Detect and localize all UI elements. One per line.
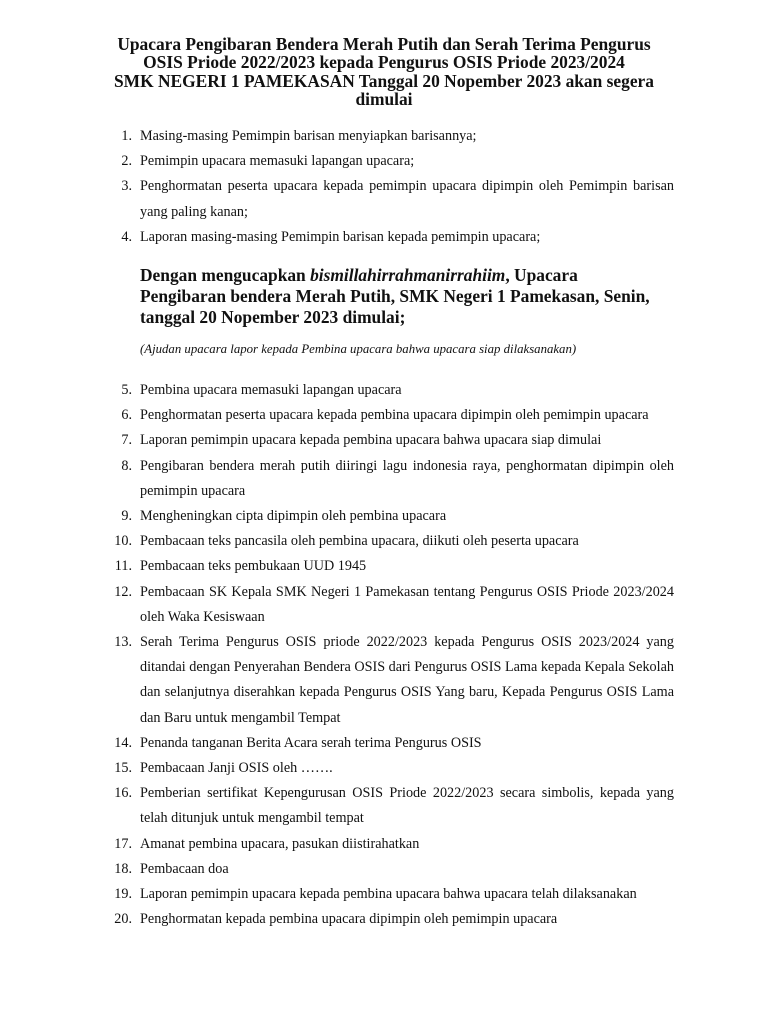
item-number: 14. <box>114 734 132 751</box>
list-item <box>0 554 768 579</box>
title-line: SMK NEGERI 1 PAMEKASAN Tanggal 20 Nopember 2023 akan segera <box>114 70 654 91</box>
list-item <box>0 529 768 554</box>
title-line: Upacara Pengibaran Bendera Merah Putih dan Serah Terima Pengurus <box>117 34 651 54</box>
item-number: 4. <box>121 228 132 245</box>
list-item <box>0 225 768 250</box>
item-number: 11. <box>114 558 132 575</box>
list-item <box>0 832 768 857</box>
statement-line: tanggal 20 Nopember 2023 dimulai; <box>140 307 406 327</box>
list-item <box>0 454 768 504</box>
item-number: 20. <box>114 911 132 928</box>
list-item <box>0 756 768 781</box>
item-text: Pemberian sertifikat Kepengurusan OSIS Priode 2022/2023 secara simbolis, kepada yang telah ditunjuk untuk mengambil tempat <box>140 785 674 827</box>
item-number: 1. <box>121 128 132 144</box>
statement-line: Pengibaran bendera Merah Putih, SMK Negeri 1 Pamekasan, Senin, <box>140 286 650 306</box>
list-item <box>0 378 768 403</box>
title-line: OSIS Priode 2022/2023 kepada Pengurus OSIS Priode 2023/2024 <box>143 52 625 73</box>
item-text: Laporan masing-masing Pemimpin barisan kepada pemimpin upacara; <box>140 228 541 245</box>
item-text: Pembacaan SK Kepala SMK Negeri 1 Pamekasan tentang Pengurus OSIS Priode 2023/2024 oleh Waka Kesiswaan <box>140 583 674 625</box>
list-item <box>0 882 768 907</box>
item-number: 2. <box>121 153 132 170</box>
statement-italic-phrase: bismillahirrahmanirrahiim <box>310 265 506 285</box>
item-text: Masing-masing Pemimpin barisan menyiapkan barisannya; <box>140 128 477 144</box>
procedure-list-part1 <box>0 124 768 250</box>
item-number: 18. <box>114 860 132 877</box>
item-text: Penghormatan peserta upacara kepada pembina upacara dipimpin oleh pemimpin upacara <box>140 407 649 424</box>
list-item <box>0 149 768 174</box>
item-text: Mengheningkan cipta dipimpin oleh pembina upacara <box>140 508 447 525</box>
item-number: 10. <box>114 533 132 550</box>
item-number: 3. <box>121 178 132 195</box>
item-number: 16. <box>114 785 132 802</box>
item-text: Pembacaan teks pancasila oleh pembina upacara, diikuti oleh peserta upacara <box>140 533 579 550</box>
list-item <box>0 731 768 756</box>
list-item <box>0 428 768 453</box>
item-text: Penanda tanganan Berita Acara serah terima Pengurus OSIS <box>140 734 482 751</box>
item-number: 13. <box>114 634 132 651</box>
item-number: 5. <box>121 382 132 398</box>
item-text: Pembacaan doa <box>140 860 229 877</box>
item-number: 17. <box>114 835 132 852</box>
item-text: Pengibaran bendera merah putih diiringi lagu indonesia raya, penghormatan dipimpin oleh pemimpin upacara <box>140 457 674 499</box>
statement-line <box>140 265 700 286</box>
statement-prefix: Dengan mengucapkan <box>140 265 311 285</box>
list-item <box>0 124 768 149</box>
item-text: Laporan pemimpin upacara kepada pembina upacara bahwa upacara telah dilaksanakan <box>140 886 637 903</box>
list-item <box>0 174 768 224</box>
list-item <box>0 630 768 731</box>
statement-suffix: , Upacara <box>505 265 578 285</box>
list-item <box>0 580 768 630</box>
item-text: Penghormatan kepada pembina upacara dipimpin oleh pemimpin upacara <box>140 911 558 928</box>
ajudan-note: (Ajudan upacara lapor kepada Pembina upacara bahwa upacara siap dilaksanakan) <box>140 342 577 356</box>
item-text: Serah Terima Pengurus OSIS priode 2022/2023 kepada Pengurus OSIS 2023/2024 yang ditandai dengan Penyerahan Bendera OSIS dari Pengurus OSIS Lama kepada Kepala Sekolah dan selanjutnya diserahkan kepada Pengurus OSIS Yang baru, Kepada Pengurus OSIS Lama dan Baru untuk mengambil Tempat <box>140 634 674 726</box>
item-text: Amanat pembina upacara, pasukan diistirahatkan <box>140 835 420 852</box>
item-number: 8. <box>121 457 132 474</box>
item-number: 6. <box>121 407 132 424</box>
item-number: 12. <box>114 583 132 600</box>
list-item <box>0 403 768 428</box>
title-line: dimulai <box>355 89 413 110</box>
item-text: Pemimpin upacara memasuki lapangan upacara; <box>140 153 415 170</box>
opening-statement <box>140 265 700 328</box>
list-item <box>0 781 768 831</box>
list-item <box>0 857 768 882</box>
item-number: 9. <box>121 508 132 525</box>
list-item <box>0 907 768 932</box>
procedure-list-part2 <box>0 378 768 932</box>
item-number: 19. <box>114 886 132 903</box>
item-number: 15. <box>114 760 132 777</box>
item-text: Pembina upacara memasuki lapangan upacara <box>140 382 402 398</box>
list-item <box>0 504 768 529</box>
document-title <box>60 35 708 109</box>
item-text: Pembacaan Janji OSIS oleh ……. <box>140 760 333 777</box>
item-number: 7. <box>121 432 132 449</box>
item-text: Pembacaan teks pembukaan UUD 1945 <box>140 558 367 575</box>
item-text: Penghormatan peserta upacara kepada pemimpin upacara dipimpin oleh Pemimpin barisan yang paling kanan; <box>140 178 674 220</box>
item-text: Laporan pemimpin upacara kepada pembina upacara bahwa upacara siap dimulai <box>140 432 602 449</box>
